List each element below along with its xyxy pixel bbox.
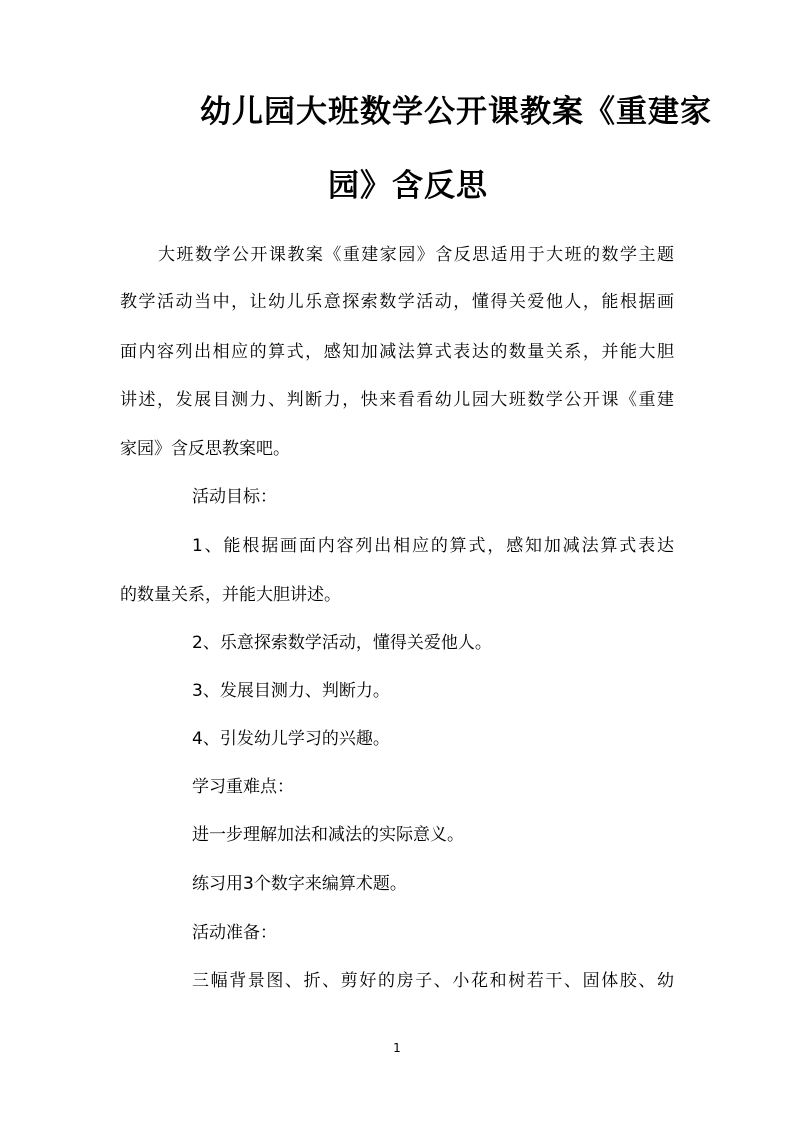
- key-point-1: 进一步理解加法和减法的实际意义。: [192, 825, 464, 845]
- document-title-line-1: 幼儿园大班数学公开课教案《重建家: [200, 94, 712, 130]
- goal-4: 4、引发幼儿学习的兴趣。: [192, 729, 390, 749]
- preparation-line-1: 三幅背景图、折、剪好的房子、小花和树若干、固体胶、幼: [192, 971, 674, 991]
- goals-heading: 活动目标：: [192, 487, 277, 507]
- intro-line-5: 家园》含反思教案吧。: [120, 439, 290, 459]
- page-number: 1: [393, 1041, 401, 1055]
- intro-line-1: 大班数学公开课教案《重建家园》含反思适用于大班的数学主题: [158, 245, 674, 265]
- key-points-heading: 学习重难点：: [192, 777, 294, 797]
- goal-2: 2、乐意探索数学活动，懂得关爱他人。: [192, 633, 492, 653]
- goal-1-line-2: 的数量关系，并能大胆讲述。: [120, 585, 341, 605]
- intro-line-4: 讲述，发展目测力、判断力，快来看看幼儿园大班数学公开课《重建: [120, 390, 674, 410]
- goal-1-line-1: 1、能根据画面内容列出相应的算式，感知加减法算式表达: [192, 536, 674, 556]
- document-title-line-2: 园》含反思: [328, 168, 488, 204]
- intro-line-3: 面内容列出相应的算式，感知加减法算式表达的数量关系，并能大胆: [120, 342, 674, 362]
- key-point-2: 练习用3个数字来编算术题。: [192, 874, 407, 894]
- intro-line-2: 教学活动当中，让幼儿乐意探索数学活动，懂得关爱他人，能根据画: [120, 292, 674, 312]
- goal-3: 3、发展目测力、判断力。: [192, 681, 390, 701]
- preparation-heading: 活动准备：: [192, 923, 277, 943]
